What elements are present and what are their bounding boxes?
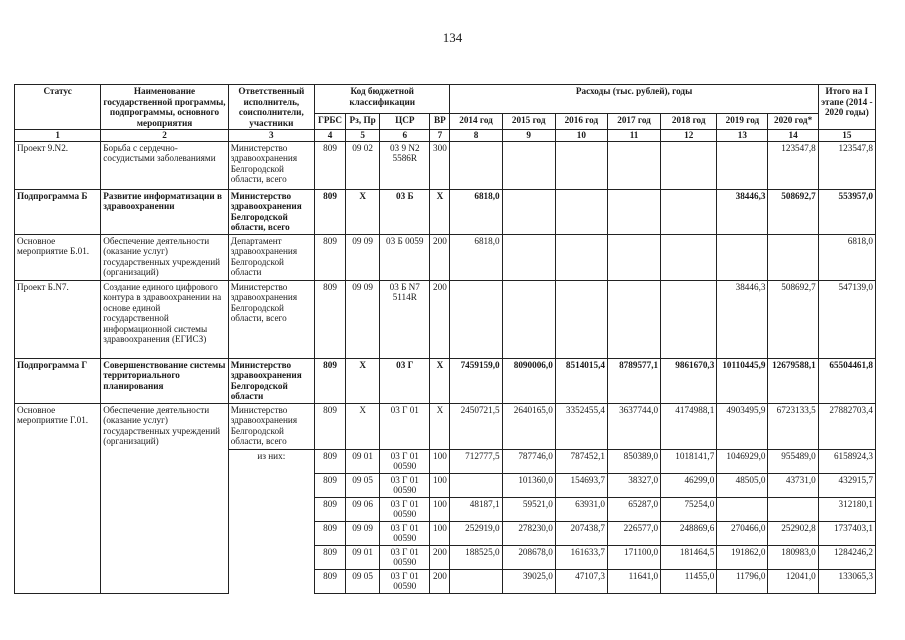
cell-year-value xyxy=(717,497,768,521)
cell-responsible: Министерство здравоохранения Белгородской области, всего xyxy=(228,189,314,234)
cell-csr: 03 Г 01 00590 xyxy=(380,449,430,473)
cell-grbs: 809 xyxy=(314,497,345,521)
cell-year-value: 8789577,1 xyxy=(607,358,660,403)
cell-grbs: 809 xyxy=(314,403,345,449)
cell-year-value xyxy=(555,189,607,234)
cell-name: Обеспечение деятельности (оказание услуг) государственных учреждений (организаций) xyxy=(101,234,228,280)
cell-responsible: Министерство здравоохранения Белгородской области, всего xyxy=(228,280,314,358)
cell-csr: 03 Б xyxy=(380,189,430,234)
cell-year-value: 46299,0 xyxy=(661,473,717,497)
cell-year-value xyxy=(502,234,555,280)
cell-year-value: 208678,0 xyxy=(502,545,555,569)
cell-total: 65504461,8 xyxy=(818,358,875,403)
header-budget-code: Код бюджетной классификации xyxy=(314,85,449,114)
cell-rzpr: 09 06 xyxy=(346,497,380,521)
header-year: 2018 год xyxy=(661,113,717,129)
cell-year-value: 252919,0 xyxy=(450,521,502,545)
cell-vr: 200 xyxy=(430,280,450,358)
cell-year-value: 47107,3 xyxy=(555,569,607,593)
cell-vr: 200 xyxy=(430,569,450,593)
cell-csr: 03 Б 0059 xyxy=(380,234,430,280)
column-number: 1 xyxy=(15,130,101,142)
cell-rzpr: 09 09 xyxy=(346,280,380,358)
cell-year-value: 4903495,9 xyxy=(717,403,768,449)
cell-total: 553957,0 xyxy=(818,189,875,234)
cell-year-value: 38446,3 xyxy=(717,189,768,234)
cell-rzpr: 09 09 xyxy=(346,234,380,280)
cell-year-value: 75254,0 xyxy=(661,497,717,521)
cell-year-value: 787746,0 xyxy=(502,449,555,473)
cell-year-value: 12679588,1 xyxy=(768,358,818,403)
cell-rzpr: Х xyxy=(346,358,380,403)
cell-year-value: 508692,7 xyxy=(768,189,818,234)
cell-responsible: Министерство здравоохранения Белгородской области xyxy=(228,358,314,403)
cell-total: 6818,0 xyxy=(818,234,875,280)
table-row xyxy=(15,234,876,280)
cell-year-value: 6818,0 xyxy=(450,234,502,280)
header-year: 2014 год xyxy=(450,113,502,129)
cell-total: 27882703,4 xyxy=(818,403,875,449)
cell-csr: 03 Г xyxy=(380,358,430,403)
page-number: 134 xyxy=(442,30,463,45)
cell-vr: 100 xyxy=(430,473,450,497)
column-number-row xyxy=(15,130,876,142)
cell-rzpr: Х xyxy=(346,403,380,449)
cell-year-value: 38446,3 xyxy=(717,280,768,358)
cell-vr: 200 xyxy=(430,234,450,280)
column-number: 13 xyxy=(717,130,768,142)
cell-name: Обеспечение деятельности (оказание услуг) государственных учреждений (организаций) xyxy=(101,403,228,593)
cell-year-value xyxy=(502,280,555,358)
cell-year-value: 8514015,4 xyxy=(555,358,607,403)
column-number: 12 xyxy=(661,130,717,142)
cell-year-value xyxy=(450,569,502,593)
cell-grbs: 809 xyxy=(314,280,345,358)
cell-year-value: 171100,0 xyxy=(607,545,660,569)
cell-year-value: 6818,0 xyxy=(450,189,502,234)
cell-total: 1737403,1 xyxy=(818,521,875,545)
header-total: Итого на I этапе (2014 - 2020 годы) xyxy=(818,85,875,130)
cell-year-value xyxy=(502,141,555,189)
cell-grbs: 809 xyxy=(314,473,345,497)
cell-year-value: 48505,0 xyxy=(717,473,768,497)
header-row-1 xyxy=(15,85,876,114)
cell-year-value xyxy=(607,234,660,280)
header-name: Наименование государственной программы, подпрограммы, основного мероприятия xyxy=(101,85,228,130)
column-number: 3 xyxy=(228,130,314,142)
cell-year-value: 181464,5 xyxy=(661,545,717,569)
cell-name: Развитие информатизации в здравоохранении xyxy=(101,189,228,234)
cell-year-value: 7459159,0 xyxy=(450,358,502,403)
column-number: 15 xyxy=(818,130,875,142)
cell-responsible xyxy=(228,473,314,497)
cell-year-value: 207438,7 xyxy=(555,521,607,545)
cell-year-value: 270466,0 xyxy=(717,521,768,545)
cell-year-value xyxy=(450,141,502,189)
cell-name: Создание единого цифрового контура в здравоохранении на основе единой государственной информационной системы здравоохранения (ЕГИСЗ) xyxy=(101,280,228,358)
cell-year-value: 191862,0 xyxy=(717,545,768,569)
cell-year-value: 101360,0 xyxy=(502,473,555,497)
column-number: 11 xyxy=(607,130,660,142)
cell-csr: 03 Б N7 5114R xyxy=(380,280,430,358)
cell-year-value: 787452,1 xyxy=(555,449,607,473)
cell-year-value xyxy=(607,189,660,234)
cell-year-value: 188525,0 xyxy=(450,545,502,569)
cell-name: Совершенствование системы территориального планирования xyxy=(101,358,228,403)
cell-grbs: 809 xyxy=(314,545,345,569)
header-year: 2019 год xyxy=(717,113,768,129)
column-number: 10 xyxy=(555,130,607,142)
cell-responsible xyxy=(228,497,314,521)
column-number: 8 xyxy=(450,130,502,142)
cell-year-value: 180983,0 xyxy=(768,545,818,569)
cell-vr: 100 xyxy=(430,449,450,473)
cell-grbs: 809 xyxy=(314,358,345,403)
header-grbs: ГРБС xyxy=(314,113,345,129)
cell-year-value xyxy=(450,280,502,358)
cell-year-value: 1046929,0 xyxy=(717,449,768,473)
cell-year-value xyxy=(661,189,717,234)
cell-grbs: 809 xyxy=(314,521,345,545)
cell-total: 312180,1 xyxy=(818,497,875,521)
cell-year-value: 11796,0 xyxy=(717,569,768,593)
cell-responsible: из них: xyxy=(228,449,314,473)
cell-year-value: 6723133,5 xyxy=(768,403,818,449)
cell-responsible xyxy=(228,569,314,593)
cell-year-value xyxy=(450,473,502,497)
cell-status: Проект 9.N2. xyxy=(15,141,101,189)
column-number: 6 xyxy=(380,130,430,142)
cell-name: Борьба с сердечно-сосудистыми заболеваниями xyxy=(101,141,228,189)
cell-rzpr: 09 01 xyxy=(346,545,380,569)
table-row xyxy=(15,358,876,403)
table-row xyxy=(15,280,876,358)
cell-rzpr: 09 02 xyxy=(346,141,380,189)
cell-grbs: 809 xyxy=(314,449,345,473)
cell-rzpr: 09 05 xyxy=(346,569,380,593)
cell-year-value: 161633,7 xyxy=(555,545,607,569)
cell-status: Подпрограмма Г xyxy=(15,358,101,403)
table-body xyxy=(15,141,876,593)
cell-vr: 100 xyxy=(430,521,450,545)
cell-year-value xyxy=(717,141,768,189)
cell-year-value: 11455,0 xyxy=(661,569,717,593)
cell-year-value: 2450721,5 xyxy=(450,403,502,449)
cell-year-value: 59521,0 xyxy=(502,497,555,521)
header-year: 2015 год xyxy=(502,113,555,129)
cell-responsible xyxy=(228,545,314,569)
budget-table xyxy=(14,84,876,594)
cell-rzpr: 09 01 xyxy=(346,449,380,473)
cell-responsible: Министерство здравоохранения Белгородской области, всего xyxy=(228,141,314,189)
cell-year-value: 955489,0 xyxy=(768,449,818,473)
cell-year-value xyxy=(502,189,555,234)
cell-status: Основное мероприятие Г.01. xyxy=(15,403,101,593)
column-number: 9 xyxy=(502,130,555,142)
cell-grbs: 809 xyxy=(314,141,345,189)
cell-responsible: Министерство здравоохранения Белгородской области, всего xyxy=(228,403,314,449)
column-number: 4 xyxy=(314,130,345,142)
cell-responsible: Департамент здравоохранения Белгородской области xyxy=(228,234,314,280)
cell-year-value: 712777,5 xyxy=(450,449,502,473)
table-row xyxy=(15,189,876,234)
cell-year-value: 39025,0 xyxy=(502,569,555,593)
cell-grbs: 809 xyxy=(314,189,345,234)
cell-total: 432915,7 xyxy=(818,473,875,497)
cell-year-value: 3352455,4 xyxy=(555,403,607,449)
cell-year-value: 10110445,9 xyxy=(717,358,768,403)
cell-rzpr: 09 05 xyxy=(346,473,380,497)
cell-vr: 200 xyxy=(430,545,450,569)
cell-total: 123547,8 xyxy=(818,141,875,189)
cell-year-value: 11641,0 xyxy=(607,569,660,593)
cell-year-value xyxy=(607,141,660,189)
table-row xyxy=(15,141,876,189)
cell-total: 1284246,2 xyxy=(818,545,875,569)
cell-year-value xyxy=(607,280,660,358)
cell-status: Проект Б.N7. xyxy=(15,280,101,358)
cell-year-value: 8090006,0 xyxy=(502,358,555,403)
cell-year-value: 3637744,0 xyxy=(607,403,660,449)
cell-total: 133065,3 xyxy=(818,569,875,593)
cell-total: 547139,0 xyxy=(818,280,875,358)
cell-year-value: 850389,0 xyxy=(607,449,660,473)
cell-grbs: 809 xyxy=(314,234,345,280)
cell-year-value: 278230,0 xyxy=(502,521,555,545)
cell-rzpr: Х xyxy=(346,189,380,234)
cell-year-value xyxy=(555,141,607,189)
cell-year-value: 43731,0 xyxy=(768,473,818,497)
cell-year-value: 2640165,0 xyxy=(502,403,555,449)
cell-csr: 03 Г 01 00590 xyxy=(380,545,430,569)
cell-year-value: 65287,0 xyxy=(607,497,660,521)
header-expenses: Расходы (тыс. рублей), годы xyxy=(450,85,818,114)
column-number: 2 xyxy=(101,130,228,142)
cell-year-value xyxy=(768,234,818,280)
cell-status: Основное мероприятие Б.01. xyxy=(15,234,101,280)
cell-year-value: 4174988,1 xyxy=(661,403,717,449)
cell-year-value xyxy=(661,234,717,280)
cell-year-value: 154693,7 xyxy=(555,473,607,497)
cell-csr: 03 Г 01 00590 xyxy=(380,473,430,497)
cell-year-value: 508692,7 xyxy=(768,280,818,358)
column-number: 5 xyxy=(346,130,380,142)
cell-year-value xyxy=(661,141,717,189)
column-number: 7 xyxy=(430,130,450,142)
cell-vr: 300 xyxy=(430,141,450,189)
cell-year-value xyxy=(768,497,818,521)
cell-status: Подпрограмма Б xyxy=(15,189,101,234)
cell-csr: 03 Г 01 00590 xyxy=(380,569,430,593)
cell-csr: 03 Г 01 xyxy=(380,403,430,449)
cell-year-value: 12041,0 xyxy=(768,569,818,593)
table-row xyxy=(15,403,876,449)
header-rzpr: Рз, Пр xyxy=(346,113,380,129)
cell-year-value: 248869,6 xyxy=(661,521,717,545)
cell-csr: 03 Г 01 00590 xyxy=(380,497,430,521)
cell-csr: 03 9 N2 5586R xyxy=(380,141,430,189)
cell-year-value xyxy=(555,234,607,280)
cell-year-value: 226577,0 xyxy=(607,521,660,545)
cell-year-value: 9861670,3 xyxy=(661,358,717,403)
cell-vr: Х xyxy=(430,189,450,234)
cell-year-value xyxy=(555,280,607,358)
header-year: 2020 год* xyxy=(768,113,818,129)
cell-year-value: 123547,8 xyxy=(768,141,818,189)
cell-year-value: 1018141,7 xyxy=(661,449,717,473)
cell-vr: Х xyxy=(430,358,450,403)
header-status: Статус xyxy=(15,85,101,130)
cell-vr: Х xyxy=(430,403,450,449)
cell-year-value xyxy=(661,280,717,358)
cell-responsible xyxy=(228,521,314,545)
cell-year-value xyxy=(717,234,768,280)
cell-year-value: 252902,8 xyxy=(768,521,818,545)
cell-year-value: 48187,1 xyxy=(450,497,502,521)
cell-vr: 100 xyxy=(430,497,450,521)
header-vr: ВР xyxy=(430,113,450,129)
header-year: 2016 год xyxy=(555,113,607,129)
cell-grbs: 809 xyxy=(314,569,345,593)
cell-year-value: 38327,0 xyxy=(607,473,660,497)
cell-rzpr: 09 09 xyxy=(346,521,380,545)
cell-csr: 03 Г 01 00590 xyxy=(380,521,430,545)
header-csr: ЦСР xyxy=(380,113,430,129)
column-number: 14 xyxy=(768,130,818,142)
cell-year-value: 63931,0 xyxy=(555,497,607,521)
header-responsible: Ответственный исполнитель, соисполнители, участники xyxy=(228,85,314,130)
cell-total: 6158924,3 xyxy=(818,449,875,473)
header-year: 2017 год xyxy=(607,113,660,129)
